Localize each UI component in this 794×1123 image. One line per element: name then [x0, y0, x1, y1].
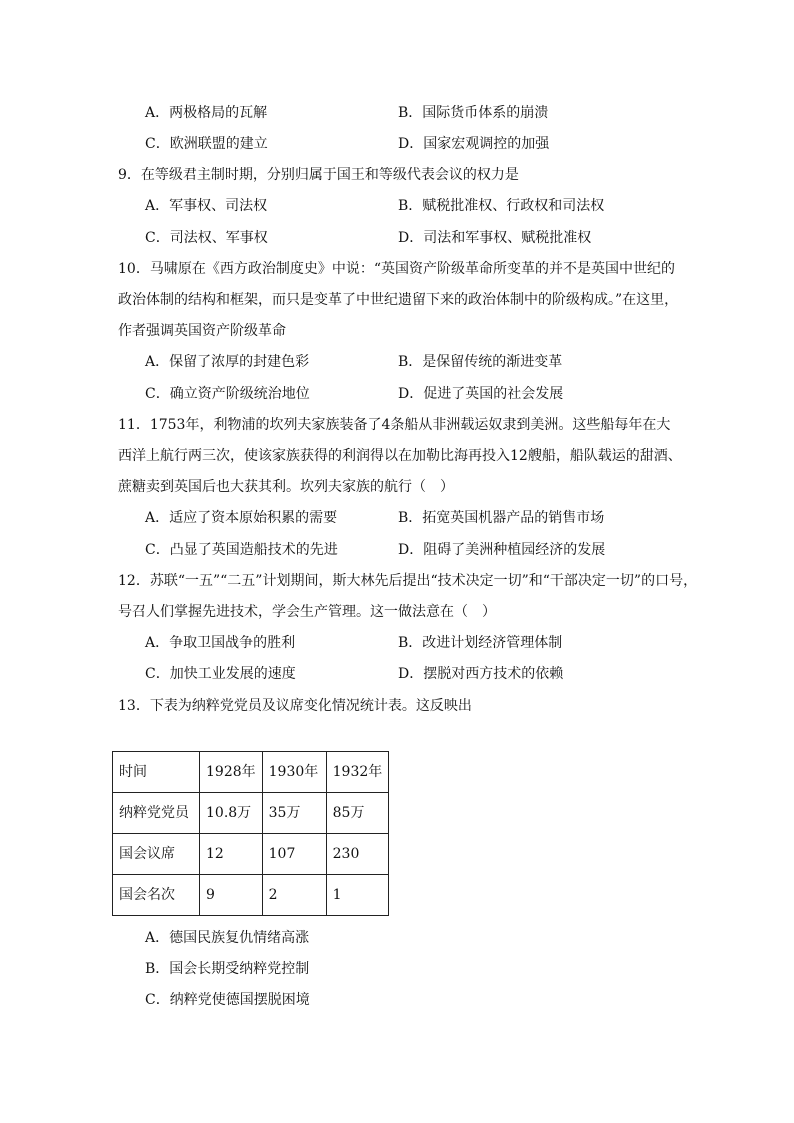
q12-option-c: C．加快工业发展的速度 — [145, 666, 296, 682]
table-cell: 12 — [200, 834, 263, 875]
table-row — [113, 875, 389, 916]
q12-option-b: B．改进计划经济管理体制 — [398, 635, 563, 651]
table-row — [113, 793, 389, 834]
q11-option-d: D．阻碍了美洲种植园经济的发展 — [398, 542, 606, 558]
q8-option-a: A．两极格局的瓦解 — [145, 105, 268, 121]
q8-option-b: B．国际货币体系的崩溃 — [398, 105, 549, 121]
q11-option-b: B．拓宽英国机器产品的销售市场 — [398, 510, 605, 526]
table-cell: 2 — [262, 875, 326, 916]
q12-option-a: A．争取卫国战争的胜利 — [145, 635, 296, 651]
q11-stem-line-2: 西洋上航行两三次，使该家族获得的利润得以在加勒比海再投入12艘船，船队载运的甜酒、 — [118, 448, 682, 464]
q13-option-c: C．纳粹党使德国摆脱困境 — [145, 992, 310, 1008]
q11-stem-line-1: 11．1753年，利物浦的坎列夫家族装备了4条船从非洲载运奴隶到美洲。这些船每年在大 — [118, 417, 671, 433]
table-cell: 85万 — [326, 793, 389, 834]
q11-option-a: A．适应了资本原始积累的需要 — [145, 510, 338, 526]
q9-option-c: C．司法权、军事权 — [145, 230, 268, 246]
q9-option-a: A．军事权、司法权 — [145, 198, 268, 214]
table-cell: 230 — [326, 834, 389, 875]
table-header-row — [113, 752, 389, 793]
table-cell: 国会名次 — [113, 875, 200, 916]
q9-option-d: D．司法和军事权、赋税批准权 — [398, 230, 592, 246]
q13-stem: 13．下表为纳粹党党员及议席变化情况统计表。这反映出 — [118, 698, 472, 714]
q9-stem: 9．在等级君主制时期，分别归属于国王和等级代表会议的权力是 — [118, 167, 519, 183]
q13-option-a: A．德国民族复仇情绪高涨 — [145, 930, 310, 946]
table-row — [113, 834, 389, 875]
q10-option-b: B．是保留传统的渐进变革 — [398, 354, 563, 370]
q10-option-a: A．保留了浓厚的封建色彩 — [145, 354, 310, 370]
q10-option-d: D．促进了英国的社会发展 — [398, 386, 564, 402]
table-cell: 10.8万 — [200, 793, 263, 834]
table-cell: 35万 — [262, 793, 326, 834]
q10-stem-line-3: 作者强调英国资产阶级革命 — [118, 323, 286, 339]
table-cell: 国会议席 — [113, 834, 200, 875]
q8-option-c: C．欧洲联盟的建立 — [145, 136, 268, 152]
table-cell: 纳粹党党员 — [113, 793, 200, 834]
q10-stem-line-2: 政治体制的结构和框架，而只是变革了中世纪遗留下来的政治体制中的阶级构成。”在这里， — [118, 292, 679, 308]
table-header-cell: 1930年 — [262, 752, 326, 793]
q11-stem-line-3: 蔗糖卖到英国后也大获其利。坎列夫家族的航行（ ） — [118, 479, 454, 495]
table-cell: 9 — [200, 875, 263, 916]
q10-stem-line-1: 10．马啸原在《西方政治制度史》中说：“英国资产阶级革命所变革的并不是英国中世纪的 — [118, 261, 675, 277]
table-header-cell: 1932年 — [326, 752, 389, 793]
q9-option-b: B．赋税批准权、行政权和司法权 — [398, 198, 605, 214]
q8-option-d: D．国家宏观调控的加强 — [398, 136, 550, 152]
q10-option-c: C．确立资产阶级统治地位 — [145, 386, 310, 402]
q12-option-d: D．摆脱对西方技术的依赖 — [398, 666, 564, 682]
q13-option-b: B．国会长期受纳粹党控制 — [145, 961, 310, 977]
q12-stem-line-1: 12．苏联“一五”“二五”计划期间，斯大林先后提出“技术决定一切”和“干部决定一切”的口号， — [118, 573, 698, 589]
nazi-stats-table — [112, 751, 389, 916]
table-header-cell: 1928年 — [200, 752, 263, 793]
q11-option-c: C．凸显了英国造船技术的先进 — [145, 542, 338, 558]
table-header-cell: 时间 — [113, 752, 200, 793]
table-cell: 1 — [326, 875, 389, 916]
table-cell: 107 — [262, 834, 326, 875]
q12-stem-line-2: 号召人们掌握先进技术，学会生产管理。这一做法意在（ ） — [118, 604, 496, 620]
